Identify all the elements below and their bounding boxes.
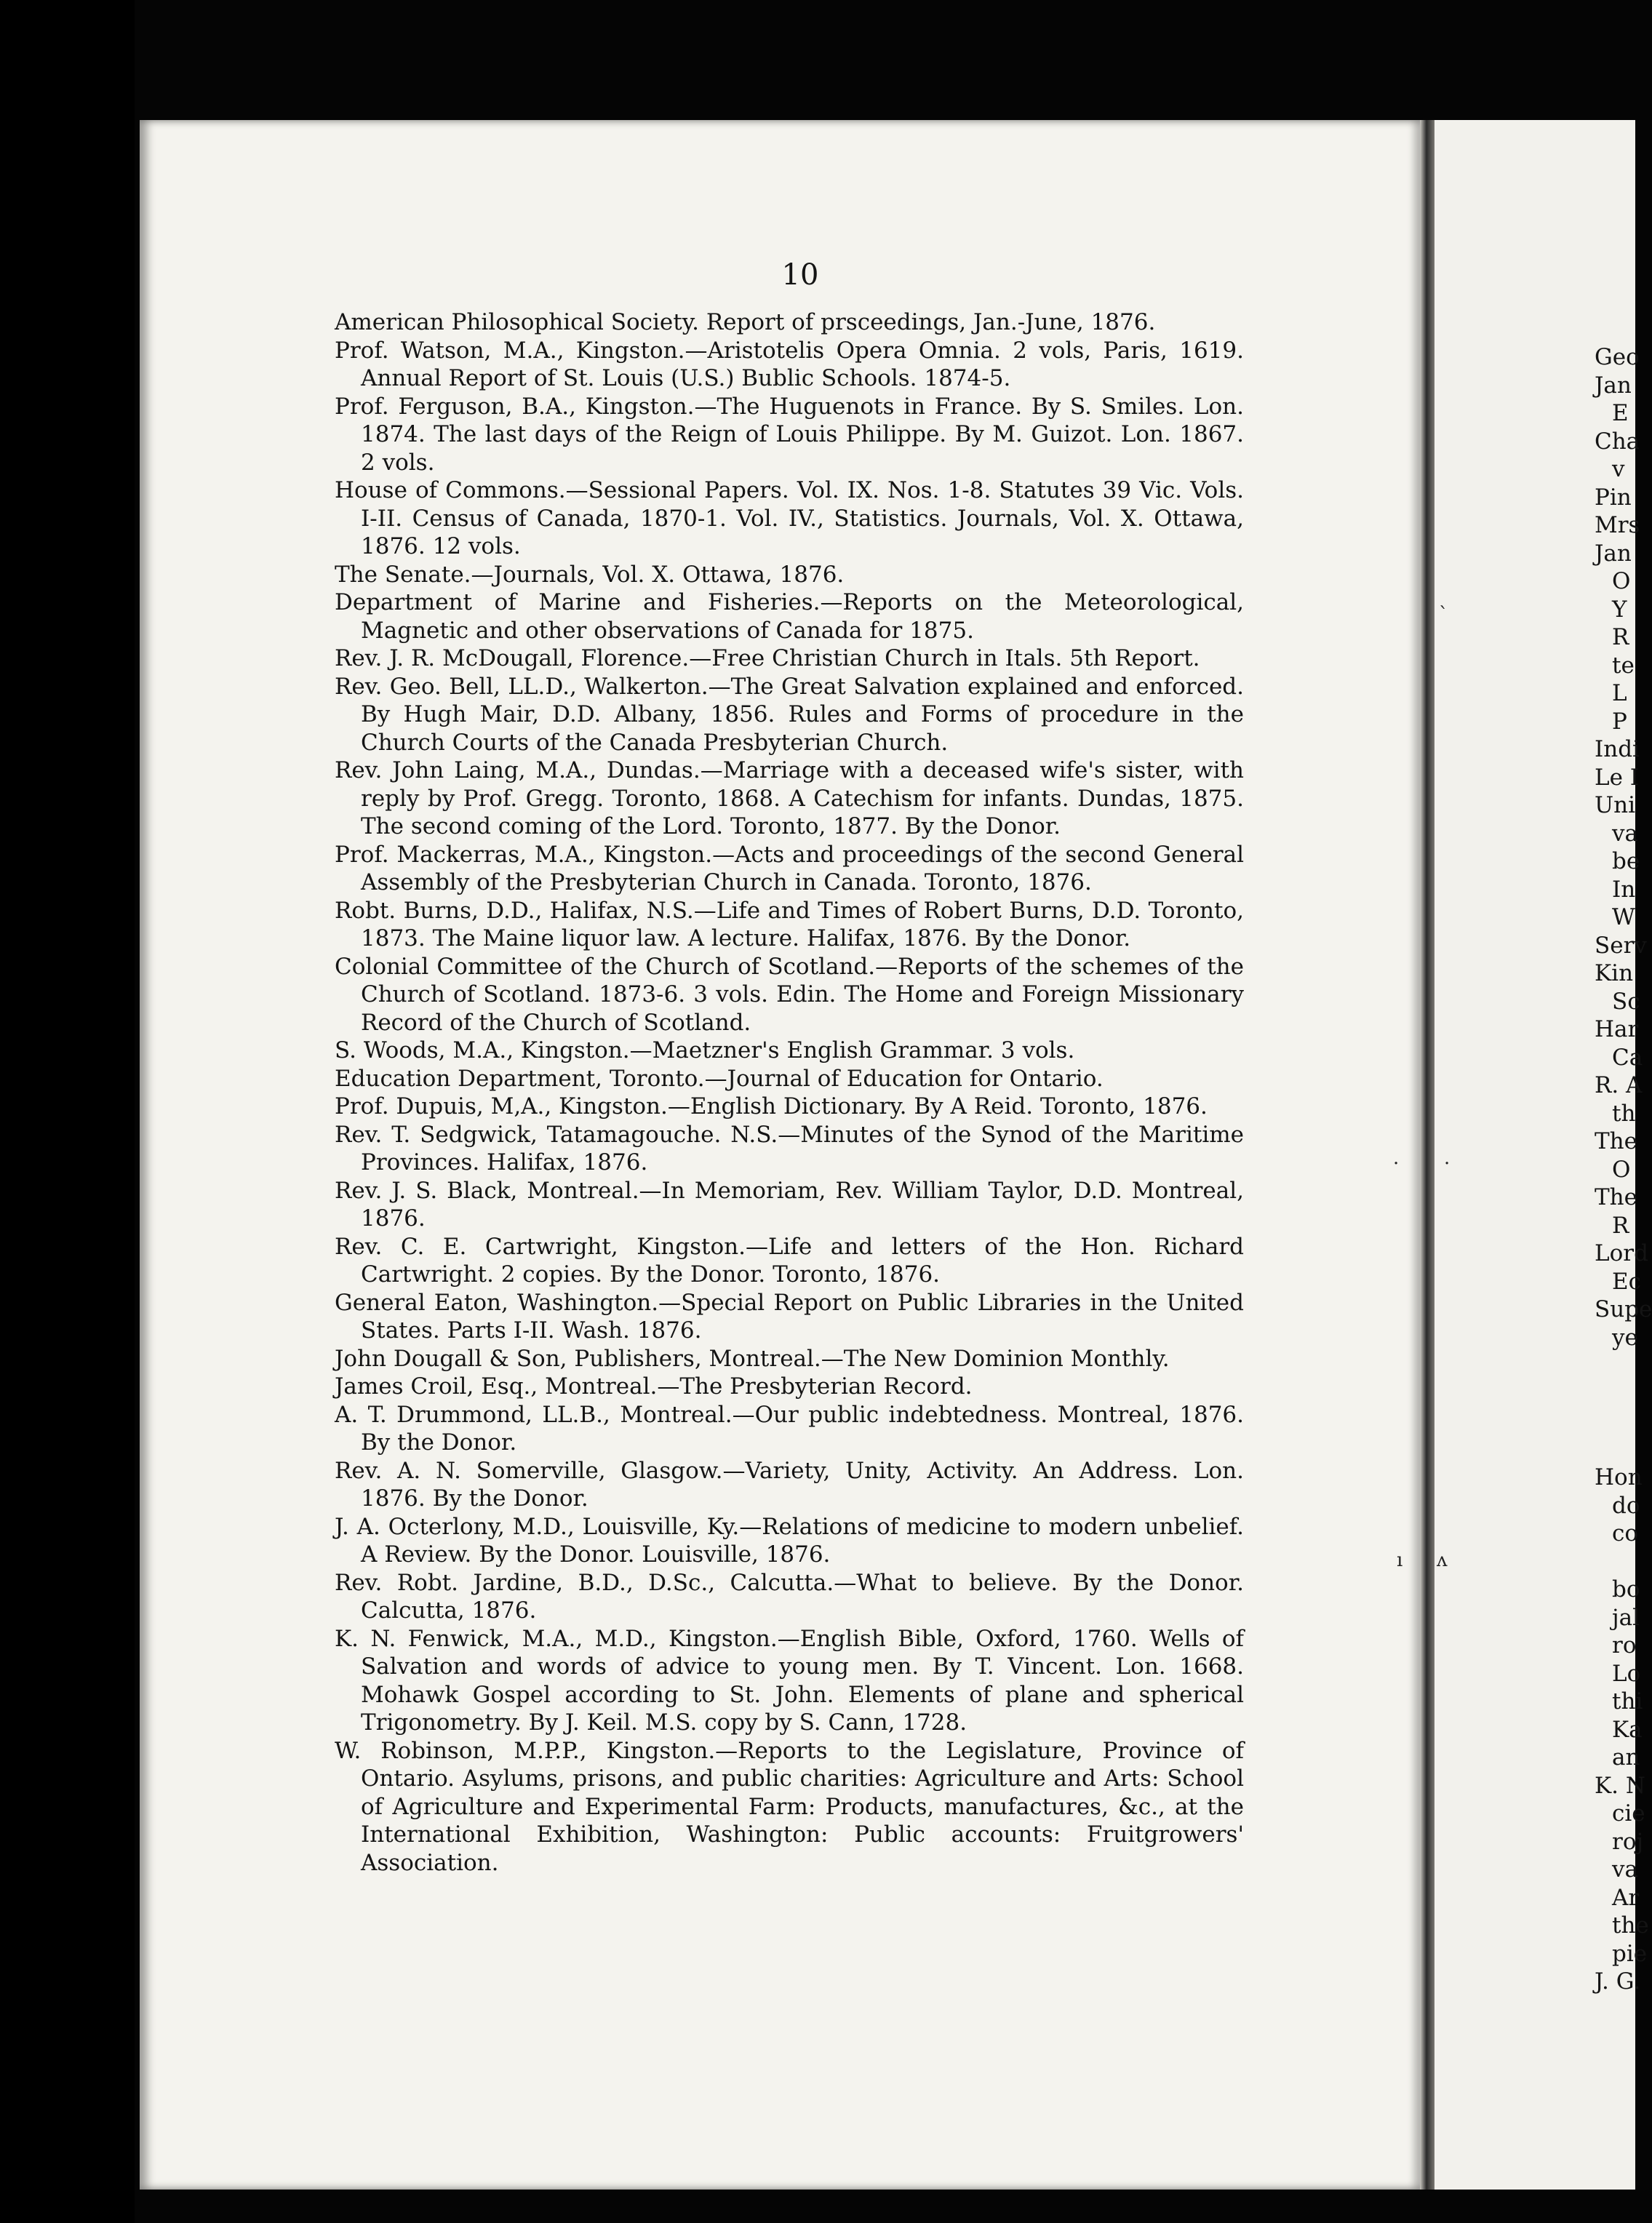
right-page-fragment: The [1595, 1184, 1637, 1210]
right-page-fragment: va [1612, 820, 1638, 847]
right-page-fragment: be [1612, 848, 1640, 874]
scan-mark: · [1393, 1153, 1400, 1175]
list-item: Prof. Watson, M.A., Kingston.—Aristotelis Opera Omnia. 2 vols, Paris, 1619. Annual Report of St. Louis (U.S.) Bublic Schools. 1874-5. [335, 337, 1244, 391]
right-page-fragment: Serv [1595, 932, 1647, 959]
right-page-fragment: Kin [1595, 960, 1634, 986]
right-page-fragment: cie [1612, 1800, 1645, 1827]
list-item: Rev. J. R. McDougall, Florence.—Free Christian Church in Itals. 5th Report. [335, 645, 1200, 671]
right-page-fragment: thi [1612, 1688, 1643, 1715]
right-page-fragment: K. N [1595, 1772, 1645, 1799]
right-page-fragment: Pin [1595, 484, 1632, 511]
right-page-fragment: R. A [1595, 1072, 1643, 1098]
scan-mark: ʌ [1437, 1549, 1448, 1571]
list-item: Colonial Committee of the Church of Scotland.—Reports of the schemes of the Church of Scotland. 1873-6. 3 vols. Edin. The Home and Foreign Missionary Record of the Church of Scotland. [335, 953, 1244, 1036]
right-page-fragment: Indi [1595, 736, 1640, 762]
page-number: 10 [781, 258, 819, 292]
list-item: Rev. John Laing, M.A., Dundas.—Marriage with a deceased wife's sister, with reply by Prof. Gregg. Toronto, 1868. A Catechism for infants. Dundas, 1875. The second coming of the Lord. Toronto, 1877. By the Donor. [335, 757, 1244, 839]
scan-mark: · [1444, 1153, 1451, 1175]
list-item: Rev. T. Sedgwick, Tatamagouche. N.S.—Minutes of the Synod of the Maritime Provinces. Halifax, 1876. [335, 1121, 1244, 1176]
list-item: Rev. Geo. Bell, LL.D., Walkerton.—The Great Salvation explained and enforced. By Hugh Mair, D.D. Albany, 1856. Rules and Forms of procedure in the Church Courts of the Canada Presbyterian Church. [335, 673, 1244, 756]
right-page-fragment: O [1612, 568, 1631, 594]
right-page-fragment: v [1612, 456, 1625, 482]
donation-list [335, 308, 1244, 1877]
right-page-fragment: Lord [1595, 1240, 1648, 1266]
list-item: A. T. Drummond, LL.B., Montreal.—Our public indebtedness. Montreal, 1876. By the Donor. [335, 1401, 1244, 1456]
right-page-fragment: Cha [1595, 428, 1640, 455]
right-page-fragment [1595, 1380, 1635, 1408]
adjacent-page-edge [0, 0, 135, 2223]
right-page-fragment: co [1612, 1520, 1639, 1546]
list-item: Prof. Mackerras, M.A., Kingston.—Acts and proceedings of the second General Assembly of the Presbyterian Church in Canada. Toronto, 1876. [335, 841, 1244, 895]
right-page-fragment: Geo [1595, 344, 1640, 370]
list-item: Robt. Burns, D.D., Halifax, N.S.—Life and Times of Robert Burns, D.D. Toronto, 1873. The Maine liquor law. A lecture. Halifax, 1876. By the Donor. [335, 897, 1244, 951]
right-page-fragment: Jan [1595, 372, 1632, 399]
list-item: S. Woods, M.A., Kingston.—Maetzner's English Grammar. 3 vols. [335, 1037, 1075, 1063]
list-item: Education Department, Toronto.—Journal of Education for Ontario. [335, 1065, 1104, 1092]
list-item: J. A. Octerlony, M.D., Louisville, Ky.—Relations of medicine to modern unbelief. A Review. By the Donor. Louisville, 1876. [335, 1513, 1244, 1568]
list-item: John Dougall & Son, Publishers, Montreal.—The New Dominion Monthly. [335, 1345, 1170, 1372]
list-item: Prof. Ferguson, B.A., Kingston.—The Huguenots in France. By S. Smiles. Lon. 1874. The last days of the Reign of Louis Philippe. By M. Guizot. Lon. 1867. 2 vols. [335, 393, 1244, 476]
right-page-fragment: va [1612, 1856, 1638, 1883]
right-page-fragment: L [1612, 680, 1627, 706]
right-page-fragment: ro [1612, 1632, 1637, 1659]
right-page-fragment [1595, 1548, 1635, 1576]
right-page-text-fragments [1595, 343, 1652, 1996]
right-page-fragment: pie [1612, 1940, 1648, 1967]
right-page-fragment: R [1612, 1212, 1629, 1239]
list-item: Department of Marine and Fisheries.—Reports on the Meteorological, Magnetic and other observations of Canada for 1875. [335, 589, 1244, 644]
list-item: Prof. Dupuis, M,A., Kingston.—English Dictionary. By A Reid. Toronto, 1876. [335, 1093, 1208, 1120]
list-item: General Eaton, Washington.—Special Report on Public Libraries in the United States. Parts I-II. Wash. 1876. [335, 1289, 1244, 1344]
list-item: Rev. Robt. Jardine, B.D., D.Sc., Calcutta.—What to believe. By the Donor. Calcutta, 1876. [335, 1569, 1244, 1624]
list-item: Rev. C. E. Cartwright, Kingston.—Life and letters of the Hon. Richard Cartwright. 2 copies. By the Donor. Toronto, 1876. [335, 1233, 1244, 1288]
right-page-fragment: Sc [1612, 988, 1640, 1015]
right-page-fragment: Ar [1612, 1884, 1640, 1911]
right-page-fragment: the [1612, 1912, 1649, 1939]
right-page-fragment: In [1612, 876, 1636, 903]
list-item: American Philosophical Society. Report of prsceedings, Jan.-June, 1876. [335, 309, 1156, 335]
right-page-fragment: W [1612, 904, 1635, 930]
right-page-fragment: Ec [1612, 1268, 1641, 1295]
list-item: Rev. J. S. Black, Montreal.—In Memoriam, Rev. William Taylor, D.D. Montreal, 1876. [335, 1177, 1244, 1232]
list-item: Rev. A. N. Somerville, Glasgow.—Variety, Unity, Activity. An Address. Lon. 1876. By the Donor. [335, 1457, 1244, 1512]
scan-mark: ı [1397, 1549, 1403, 1571]
scan-mark: ` [1439, 604, 1448, 626]
right-page-fragment [1595, 1352, 1635, 1380]
list-item: House of Commons.—Sessional Papers. Vol. IX. Nos. 1-8. Statutes 39 Vic. Vols. I-II. Census of Canada, 1870-1. Vol. IV., Statistics. Journals, Vol. X. Ottawa, 1876. 12 vols. [335, 477, 1244, 559]
right-page-fragment: Hon [1595, 1464, 1643, 1490]
right-page-fragment: Mrs [1595, 512, 1640, 538]
list-item: The Senate.—Journals, Vol. X. Ottawa, 1876. [335, 561, 845, 588]
right-page-fragment: P [1612, 708, 1627, 735]
right-page-fragment: O [1612, 1156, 1631, 1183]
right-page-fragment: bo [1612, 1576, 1640, 1603]
right-page-fragment: J. G. [1595, 1968, 1641, 1995]
right-page-fragment: roj [1612, 1828, 1644, 1855]
right-page-fragment: E [1612, 400, 1629, 426]
list-item: K. N. Fenwick, M.A., M.D., Kingston.—English Bible, Oxford, 1760. Wells of Salvation and words of advice to young men. By T. Vincent. Lon. 1668. Mohawk Gospel according to St. John. Elements of plane and spherical Trigonometry. By J. Keil. M.S. copy by S. Cann, 1728. [335, 1625, 1244, 1736]
right-page-fragment: Lo [1612, 1660, 1641, 1687]
book-gutter [1420, 120, 1434, 2190]
list-item: W. Robinson, M.P.P., Kingston.—Reports to the Legislature, Province of Ontario. Asylums, prisons, and public charities: Agriculture and Arts: School of Agriculture and Experimental Farm: Products, manufactures, &c., at the International Exhibition, Washington: Public accounts: Fruitgrowers' Association. [335, 1737, 1244, 1876]
right-page-fragment: Y [1612, 596, 1627, 623]
right-page-fragment: do [1612, 1492, 1640, 1519]
right-page-fragment: Uni [1595, 792, 1636, 818]
list-item: James Croil, Esq., Montreal.—The Presbyterian Record. [335, 1373, 973, 1400]
right-page-fragment: Ka [1612, 1716, 1643, 1743]
right-page-fragment: Supe [1595, 1296, 1652, 1322]
right-page-fragment [1595, 1408, 1635, 1436]
right-page-fragment: ye [1612, 1324, 1638, 1351]
right-page-fragment: Le I [1595, 764, 1640, 791]
right-page-fragment: Ca [1612, 1044, 1643, 1071]
right-page-fragment: te [1612, 652, 1635, 679]
right-page-fragment: Jan [1595, 540, 1632, 567]
right-page-fragment: an [1612, 1744, 1640, 1771]
right-page-fragment: th [1612, 1100, 1636, 1127]
right-page-fragment: R [1612, 624, 1629, 650]
right-page-fragment: The [1595, 1128, 1637, 1154]
right-page-fragment: Har [1595, 1016, 1639, 1042]
right-page-fragment: jal [1612, 1604, 1640, 1631]
right-page-fragment [1595, 1436, 1635, 1464]
